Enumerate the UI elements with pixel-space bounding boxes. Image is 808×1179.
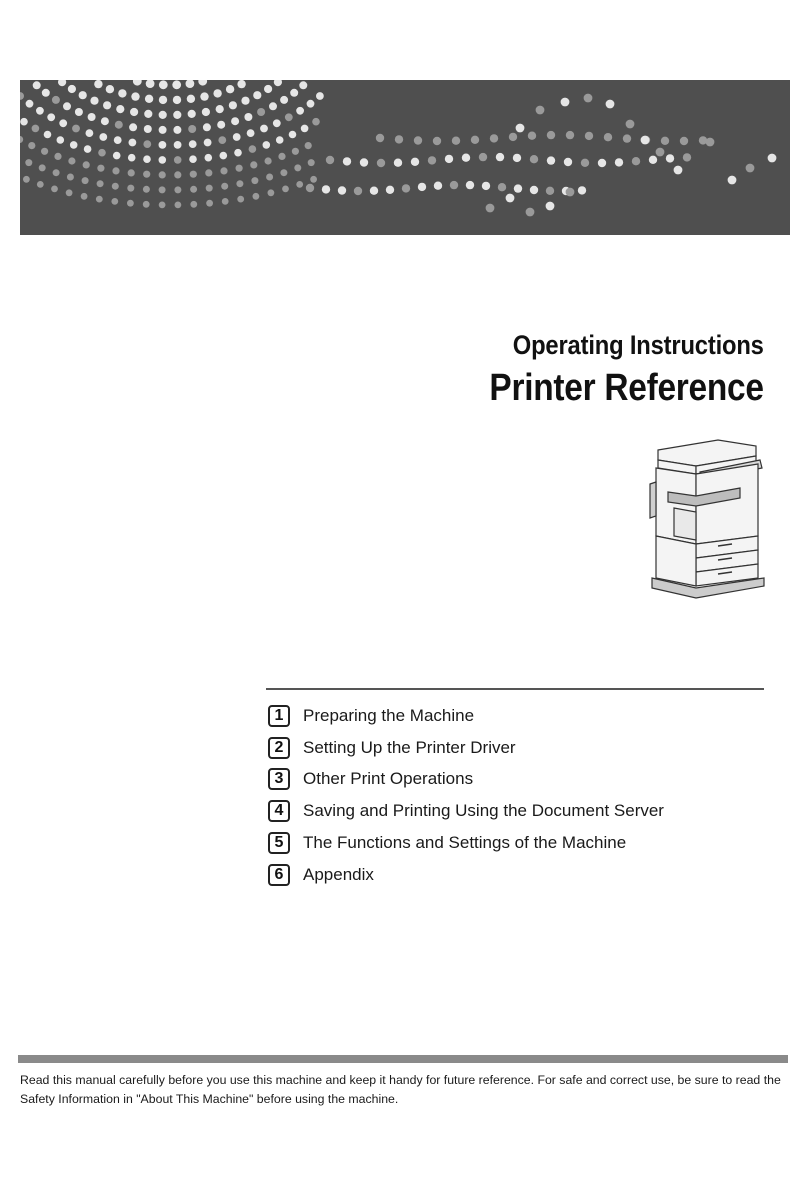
toc-item[interactable] — [268, 732, 768, 764]
safety-notice: Read this manual carefully before you use this machine and keep it handy for future reference. For safe and correct use, be sure to read the Safety Information in "About This Machine" before using the machine. — [20, 1073, 781, 1106]
document-title: Printer Reference — [489, 367, 764, 409]
chapter-title: Saving and Printing Using the Document Server — [303, 801, 664, 821]
chapter-title: Appendix — [303, 864, 374, 884]
chapter-number: 5 — [268, 832, 290, 854]
toc-item[interactable] — [268, 827, 768, 859]
chapter-title: Preparing the Machine — [303, 705, 475, 725]
chapter-title: Setting Up the Printer Driver — [303, 737, 516, 757]
chapter-title: The Functions and Settings of the Machine — [303, 833, 627, 853]
footer-divider — [18, 1055, 788, 1063]
chapter-title: Other Print Operations — [303, 769, 474, 789]
copier-machine-icon — [648, 432, 768, 604]
chapter-number: 1 — [268, 705, 290, 727]
table-of-contents — [268, 700, 768, 891]
document-subtitle: Operating Instructions — [513, 330, 764, 360]
dot-pattern-graphic — [20, 80, 790, 235]
toc-item[interactable] — [268, 795, 768, 827]
chapter-number: 4 — [268, 800, 290, 822]
chapter-number: 6 — [268, 864, 290, 886]
toc-item[interactable] — [268, 859, 768, 891]
header-banner — [20, 80, 790, 235]
toc-divider — [266, 688, 764, 690]
title-block — [452, 330, 764, 410]
chapter-number: 3 — [268, 768, 290, 790]
toc-item[interactable] — [268, 764, 768, 796]
toc-item[interactable] — [268, 700, 768, 732]
chapter-number: 2 — [268, 737, 290, 759]
